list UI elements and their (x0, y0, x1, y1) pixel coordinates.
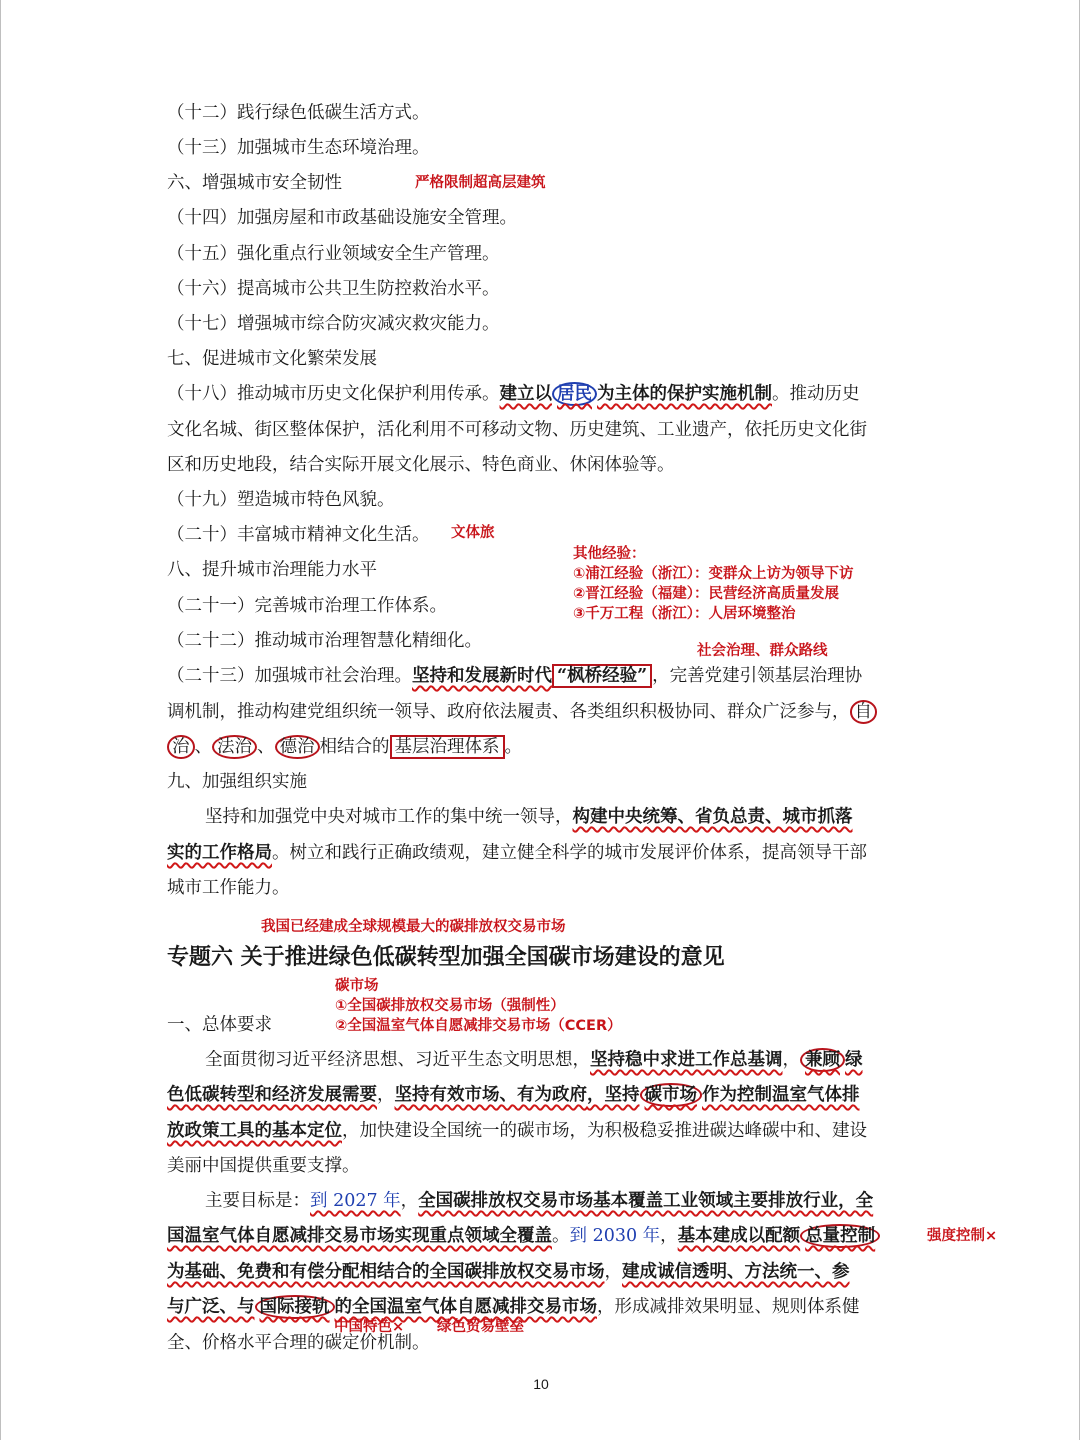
section-6-heading: 六、增强城市安全韧性 (167, 173, 342, 193)
note-culture-tourism: 文体旅 (451, 525, 495, 541)
item-23-title: （二十三）加强城市社会治理。 (167, 666, 412, 686)
item-23-rest: ，完善党建引领基层治理协 (652, 666, 863, 686)
para1-text-a: 全面贯彻习近平经济思想、习近平生态文明思想， (205, 1050, 590, 1070)
section-9-key-b: 实的工作格局 (167, 843, 272, 863)
para2-line1 (205, 1188, 873, 1214)
section-9-line1 (205, 804, 853, 830)
para2-sep-a: ， (400, 1191, 419, 1211)
item-23-boxed-governance: 基层治理体系 (390, 735, 505, 759)
item-18-key-b: 为主体的保护实施机制 (597, 384, 772, 404)
note-carbon-market-title: 碳市场 (335, 978, 379, 994)
para1-line3 (167, 1118, 867, 1144)
para1-key-d: 坚持有效市场、有为政府 (394, 1085, 587, 1105)
para2-line5: 全、价格水平合理的碳定价机制。 (167, 1333, 430, 1353)
para2-sep-c: ， (660, 1226, 678, 1246)
item-23-line2-text: 调机制，推动构建党组织统一领导、政府依法履责、各类组织积极协同、群众广泛参与， (167, 702, 850, 722)
item-23-sep-2: 、 (257, 737, 275, 757)
section-8-heading: 八、提升城市治理能力水平 (167, 560, 377, 580)
para1-sep-b: ， (377, 1085, 395, 1105)
note-high-rise: 严格限制超高层建筑 (415, 175, 546, 191)
item-23-combined: 相结合的 (319, 737, 390, 757)
note-carbon-market (335, 976, 622, 1036)
para2-key-c: 基本建成以配额 (677, 1226, 801, 1246)
section-9-line3: 城市工作能力。 (167, 878, 290, 898)
item-18-key-a: 建立以 (499, 384, 552, 404)
para1-key-c: 色低碳转型和经济发展需要 (167, 1085, 377, 1105)
note-qianwan: ③千万工程（浙江）：人居环境整治 (573, 606, 796, 622)
item-17: （十七）增强城市综合防灾减灾救灾能力。 (167, 314, 500, 334)
para2-year-2030: 到 2030 年 (569, 1226, 661, 1246)
note-other-experience-title: 其他经验： (573, 546, 646, 562)
para2-key-e: 建成诚信透明、方法统一、参 (622, 1262, 850, 1282)
item-23-sep-1: 、 (194, 737, 212, 757)
item-22: （二十二）推动城市治理智慧化精细化。 (167, 631, 482, 651)
item-23-circled-zhi: 治 (167, 735, 195, 759)
item-23-circled-dezhi: 德治 (275, 735, 320, 759)
para2-text-b: ，形成减排效果明显、规则体系健 (597, 1297, 860, 1317)
para2-text-a: 主要目标是： (205, 1191, 310, 1211)
para2-line3 (167, 1259, 850, 1285)
item-18-rest: 。推动历史 (772, 384, 860, 404)
para2-key-b: 国温室气体自愿减排交易市场实现重点领域全覆盖 (167, 1226, 552, 1246)
item-18 (167, 381, 860, 407)
section-7-heading: 七、促进城市文化繁荣发展 (167, 349, 377, 369)
para2-circled-international: 国际接轨 (255, 1295, 335, 1319)
note-largest-carbon-market: 我国已经建成全球规模最大的碳排放权交易市场 (261, 919, 566, 935)
note-social-governance: 社会治理、群众路线 (697, 643, 828, 659)
item-13: （十三）加强城市生态环境治理。 (167, 138, 430, 158)
item-23-circled-zi: 自 (850, 700, 878, 724)
item-23-end: 。 (504, 737, 522, 757)
page-number: 10 (533, 1376, 549, 1392)
item-23-line3 (167, 734, 522, 760)
note-pujiang: ①浦江经验（浙江）：变群众上访为领导下访 (573, 566, 854, 582)
para1-line2 (167, 1082, 860, 1108)
para1-circled-carbon-market: 碳市场 (640, 1083, 703, 1107)
item-14: （十四）加强房屋和市政基础设施安全管理。 (167, 208, 517, 228)
note-other-experience (573, 544, 854, 624)
note-intensity-control: 强度控制× (927, 1228, 998, 1244)
para2-key-a: 全国碳排放权交易市场基本覆盖工业领域主要排放行业，全 (418, 1191, 874, 1211)
item-15: （十五）强化重点行业领域安全生产管理。 (167, 244, 500, 264)
topic-six-title: 专题六 关于推进绿色低碳转型加强全国碳市场建设的意见 (167, 944, 725, 970)
item-18-line3: 区和历史地段，结合实际开展文化展示、特色商业、休闲体验等。 (167, 455, 675, 475)
para2-sep-b: 。 (552, 1226, 570, 1246)
note-green-trade-barrier: 绿色贸易壁垒 (437, 1319, 524, 1335)
item-21: （二十一）完善城市治理工作体系。 (167, 596, 447, 616)
para1-key-b: 绿 (845, 1050, 863, 1070)
para2-circled-total-control: 总量控制 (800, 1224, 880, 1248)
para1-key-e: ，坚持 (587, 1085, 640, 1105)
para2-line2 (167, 1223, 880, 1249)
section-9-heading: 九、加强组织实施 (167, 772, 307, 792)
general-requirements-heading: 一、总体要求 (167, 1015, 272, 1035)
section-9-line2 (167, 840, 867, 866)
para1-line4: 美丽中国提供重要支撑。 (167, 1156, 360, 1176)
para1-key-a: 坚持稳中求进工作总基调 (590, 1050, 783, 1070)
section-9-text-a: 坚持和加强党中央对城市工作的集中统一领导， (205, 807, 573, 827)
item-23-circled-fazhi: 法治 (212, 735, 257, 759)
note-chinese-characteristics: 中国特色× (334, 1319, 405, 1335)
item-23-boxed-fengqiao: “枫桥经验” (552, 664, 652, 688)
item-20: （二十）丰富城市精神文化生活。 (167, 525, 430, 545)
note-jinjiang: ②晋江经验（福建）：民营经济高质量发展 (573, 586, 840, 602)
para2-year-2027: 到 2027 年 (310, 1191, 401, 1211)
para1-key-g: 放政策工具的基本定位 (167, 1121, 342, 1141)
item-19: （十九）塑造城市特色风貌。 (167, 490, 395, 510)
section-9-text-b: 。树立和践行正确政绩观，建立健全科学的城市发展评价体系，提高领导干部 (272, 843, 867, 863)
item-18-circled-residents: 居民 (552, 382, 597, 406)
item-18-line2: 文化名城、街区整体保护，活化利用不可移动文物、历史建筑、工业遗产，依托历史文化街 (167, 420, 867, 440)
para1-circled-jiangu: 兼顾 (800, 1048, 845, 1072)
para1-line1 (205, 1047, 863, 1073)
item-23 (167, 663, 862, 689)
item-23-key-a: 坚持和发展新时代 (412, 666, 552, 686)
item-16: （十六）提高城市公共卫生防控救治水平。 (167, 279, 500, 299)
para2-sep-d: ， (604, 1262, 622, 1282)
para2-key-f: 与广泛、与 (167, 1297, 255, 1317)
item-18-title: （十八）推动城市历史文化保护利用传承。 (167, 384, 500, 404)
note-ccer-market: ②全国温室气体自愿减排交易市场（CCER） (335, 1018, 622, 1034)
item-12: （十二）践行绿色低碳生活方式。 (167, 103, 430, 123)
section-9-key-a: 构建中央统筹、省负总责、城市抓落 (572, 807, 853, 827)
item-23-line2 (167, 699, 877, 725)
para1-sep-a: ， (782, 1050, 800, 1070)
para2-key-g: 的全国温室气体自愿减排交易市场 (334, 1297, 597, 1317)
para1-key-f: 作为控制温室气体排 (702, 1085, 860, 1105)
para2-key-d: 为基础、免费和有偿分配相结合的全国碳排放权交易市场 (167, 1262, 605, 1282)
para1-text-b: ，加快建设全国统一的碳市场，为积极稳妥推进碳达峰碳中和、建设 (342, 1121, 867, 1141)
note-mandatory-market: ①全国碳排放权交易市场（强制性） (335, 998, 565, 1014)
